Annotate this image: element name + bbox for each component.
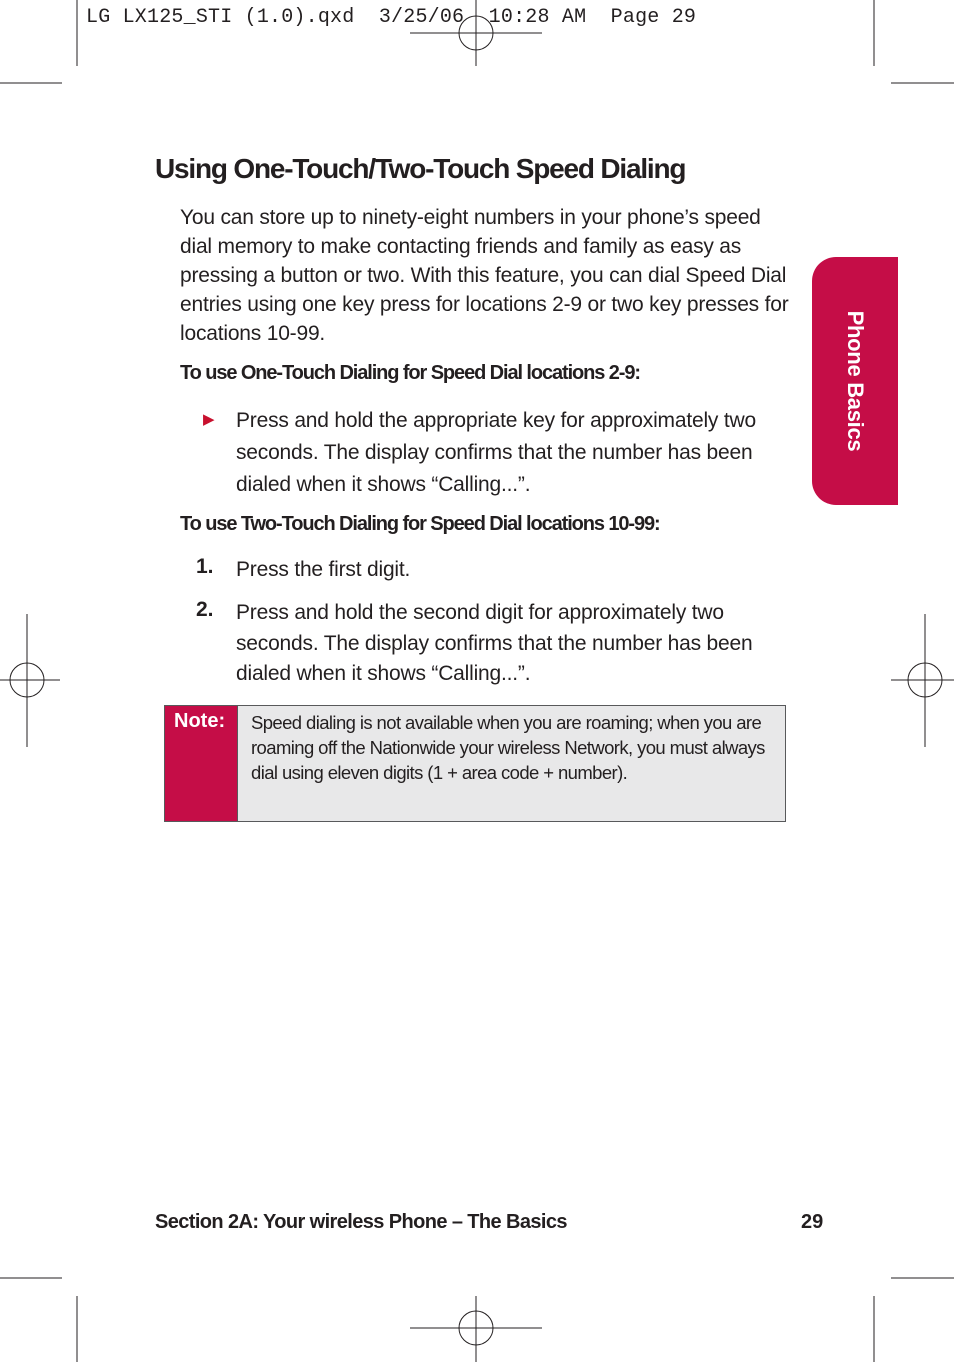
side-tab-label: Phone Basics (843, 310, 868, 452)
note-label: Note: (174, 710, 226, 732)
note-box (164, 705, 786, 822)
step-number: 1. (196, 555, 214, 578)
one-touch-step: Press and hold the appropriate key for approximately two seconds. The display confirms that the number has been dialed when it shows “Calling...”. (236, 409, 756, 496)
step-number: 2. (196, 598, 214, 621)
side-tab (812, 257, 898, 505)
step-text: Press the first digit. (236, 558, 411, 581)
two-touch-heading: To use Two-Touch Dialing for Speed Dial locations 10-99: (180, 513, 660, 535)
right-triangle-bullet-icon: ▶ (203, 411, 215, 428)
one-touch-heading: To use One-Touch Dialing for Speed Dial locations 2-9: (180, 362, 640, 384)
step-text: Press and hold the second digit for approximately two seconds. The display confirms that the number has been dialed when it shows “Calling...”. (236, 601, 753, 685)
intro-paragraph: You can store up to ninety-eight numbers in your phone’s speed dial memory to make contacting friends and family as easy as pressing a button or two. With this feature, you can dial Speed Dial entries using one key press for locations 2-9 or two key presses for locations 10-99. (180, 206, 789, 345)
page-number: 29 (801, 1211, 824, 1233)
file-slug-line: LG LX125_STI (1.0).qxd 3/25/06 10:28 AM Page 29 (86, 6, 697, 29)
footer-section-title: Section 2A: Your wireless Phone – The Basics (155, 1211, 567, 1233)
note-label-panel (165, 706, 238, 821)
page-title: Using One-Touch/Two-Touch Speed Dialing (155, 153, 686, 184)
note-text: Speed dialing is not available when you are roaming; when you are roaming off the Nationwide your wireless Network, you must always dial using eleven digits (1 + area code + number). (251, 712, 765, 783)
